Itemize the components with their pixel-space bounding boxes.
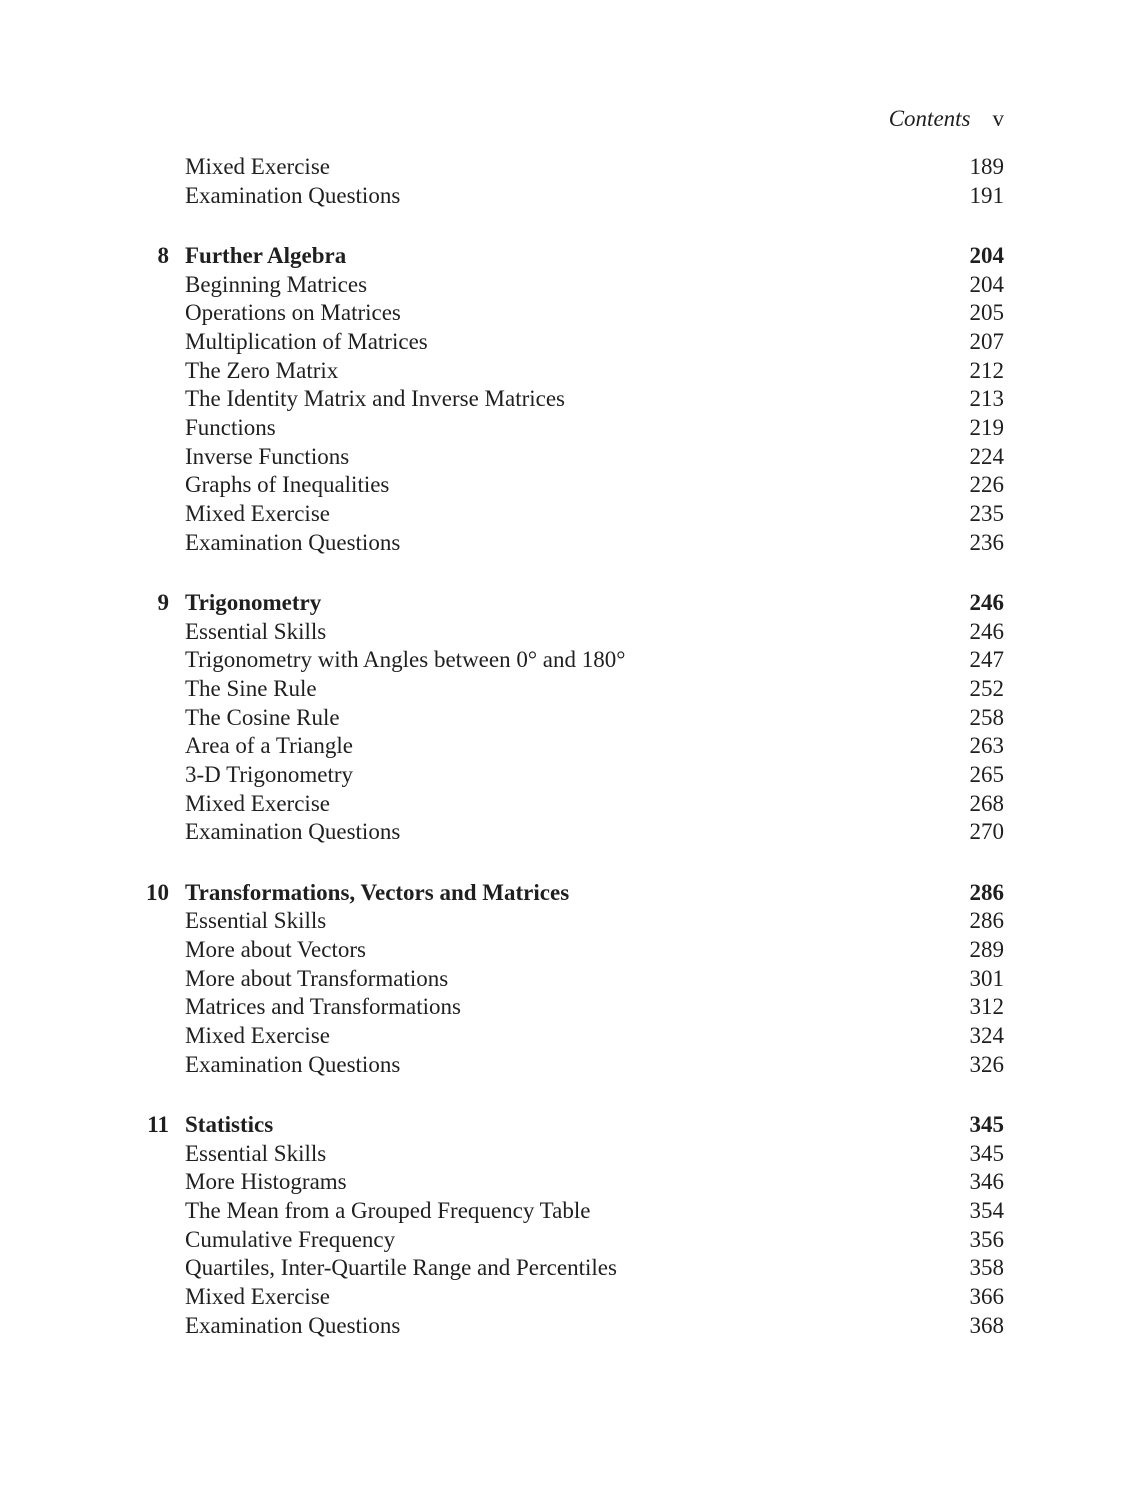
- toc-entry-page: 345: [969, 1140, 1004, 1166]
- chapter-page: 286: [969, 879, 1004, 905]
- toc-entry-page: 226: [969, 472, 1004, 498]
- toc-entry-title: Essential Skills: [185, 908, 327, 934]
- toc-entry-page: 213: [969, 386, 1004, 412]
- toc-entry: [0, 675, 1142, 704]
- chapter-heading: [0, 1111, 1142, 1140]
- chapter-title: Transformations, Vectors and Matrices: [185, 879, 570, 905]
- toc-entry-page: 356: [969, 1226, 1004, 1252]
- toc-entry-page: 212: [969, 357, 1004, 383]
- toc-entry: [0, 704, 1142, 733]
- toc-entry: [0, 1254, 1142, 1283]
- toc-entry-page: 368: [969, 1312, 1004, 1338]
- toc-entry: [0, 646, 1142, 675]
- chapter-number: 11: [147, 1111, 169, 1137]
- toc-entry-title: More about Vectors: [185, 937, 366, 962]
- toc-entry: [0, 153, 1142, 182]
- toc-entry: [0, 761, 1142, 790]
- toc-entry: [0, 1051, 1142, 1080]
- toc-entry-title: Examination Questions: [185, 529, 401, 555]
- toc-entry-title: Examination Questions: [185, 819, 401, 845]
- toc-entry: [0, 1283, 1142, 1312]
- toc-entry: [0, 936, 1142, 965]
- toc-entry-title: Mixed Exercise: [185, 154, 330, 179]
- toc-entry-title: Cumulative Frequency: [185, 1226, 396, 1252]
- chapter-heading: [0, 589, 1142, 618]
- toc-entry-page: 246: [969, 618, 1004, 644]
- toc-entry-title: Matrices and Transformations: [185, 994, 461, 1020]
- running-head-title: Contents: [888, 106, 971, 131]
- toc-entry-title: Trigonometry with Angles between 0° and 180°: [185, 647, 626, 673]
- chapter-number: 10: [146, 879, 169, 905]
- toc-entry-title: More about Transformations: [185, 965, 449, 991]
- toc-entry-title: Examination Questions: [185, 1051, 401, 1077]
- toc-entry-page: 268: [969, 790, 1004, 816]
- toc-entry-title: Mixed Exercise: [185, 501, 330, 527]
- chapter-page: 345: [969, 1111, 1004, 1137]
- toc-entry: [0, 529, 1142, 558]
- toc-entry-page: 205: [969, 300, 1004, 326]
- toc-entry-title: Area of a Triangle: [185, 733, 353, 759]
- toc-entry: [0, 1140, 1142, 1169]
- toc-entry-page: 207: [969, 328, 1004, 354]
- toc-entry-title: Examination Questions: [185, 182, 401, 208]
- chapter-number: 8: [157, 242, 169, 268]
- toc-entry: [0, 500, 1142, 529]
- toc-entry-title: Mixed Exercise: [185, 1284, 330, 1310]
- chapter-title: Further Algebra: [185, 242, 347, 268]
- toc-entry-title: Essential Skills: [185, 618, 327, 644]
- toc-entry: [0, 1168, 1142, 1197]
- toc-entry-page: 286: [969, 908, 1004, 934]
- toc-entry-page: 219: [969, 415, 1004, 440]
- toc-entry: [0, 965, 1142, 994]
- toc-entry: [0, 993, 1142, 1022]
- toc-entry-page: 301: [969, 965, 1004, 991]
- toc-entry-title: Multiplication of Matrices: [185, 328, 428, 354]
- toc-entry-title: The Zero Matrix: [185, 357, 339, 383]
- toc-entry: [0, 790, 1142, 819]
- toc-entry: [0, 299, 1142, 328]
- toc-entry: [0, 618, 1142, 647]
- toc-entry-title: Operations on Matrices: [185, 300, 401, 326]
- toc-entry-page: 247: [969, 647, 1004, 673]
- toc-entry-title: 3-D Trigonometry: [185, 762, 354, 788]
- chapter-title: Statistics: [185, 1111, 274, 1137]
- toc-entry: [0, 182, 1142, 211]
- toc-entry: [0, 1312, 1142, 1341]
- toc-entry-page: 358: [969, 1255, 1004, 1281]
- running-head-page-number: v: [992, 106, 1004, 131]
- toc-entry-page: 189: [969, 154, 1004, 179]
- chapter-page: 246: [969, 589, 1004, 615]
- toc-entry-page: 263: [969, 733, 1004, 759]
- toc-entry-title: Inverse Functions: [185, 443, 350, 469]
- chapter-heading: [0, 242, 1142, 271]
- toc-entry-page: 191: [969, 182, 1004, 208]
- toc-entry-page: 204: [969, 271, 1004, 297]
- toc-entry-title: The Sine Rule: [185, 676, 317, 701]
- toc-entry-page: 252: [969, 676, 1004, 701]
- toc-entry-title: More Histograms: [185, 1169, 347, 1195]
- toc-entry-page: 346: [969, 1169, 1004, 1195]
- chapter-heading: [0, 879, 1142, 908]
- running-head: [889, 104, 1004, 134]
- toc-entry: [0, 271, 1142, 300]
- toc-entry-page: 326: [969, 1051, 1004, 1077]
- toc-entry: [0, 907, 1142, 936]
- toc-entry: [0, 1226, 1142, 1255]
- toc-entry: [0, 328, 1142, 357]
- toc-entry-page: 258: [969, 704, 1004, 730]
- toc-entry-page: 270: [969, 819, 1004, 845]
- toc-entry: [0, 385, 1142, 414]
- toc-entry-title: Mixed Exercise: [185, 1023, 330, 1049]
- toc-entry: [0, 732, 1142, 761]
- toc-entry-title: Graphs of Inequalities: [185, 472, 390, 498]
- toc-entry-page: 236: [969, 529, 1004, 555]
- toc-entry-page: 366: [969, 1284, 1004, 1310]
- toc-entry: [0, 357, 1142, 386]
- chapter-page: 204: [969, 242, 1004, 268]
- chapter-title: Trigonometry: [185, 589, 322, 615]
- toc-entry: [0, 1022, 1142, 1051]
- toc-entry: [0, 1197, 1142, 1226]
- toc-entry-page: 265: [969, 762, 1004, 788]
- toc-entry-title: Beginning Matrices: [185, 271, 368, 297]
- toc-entry-title: Quartiles, Inter-Quartile Range and Percentiles: [185, 1255, 617, 1281]
- toc-entry-title: Essential Skills: [185, 1140, 327, 1166]
- chapter-number: 9: [157, 589, 169, 615]
- toc-entry: [0, 818, 1142, 847]
- toc-entry-page: 224: [969, 443, 1004, 469]
- toc-entry: [0, 443, 1142, 472]
- toc-entry-title: Mixed Exercise: [185, 790, 330, 816]
- toc-entry-title: Examination Questions: [185, 1312, 401, 1338]
- toc-entry: [0, 471, 1142, 500]
- toc-entry-page: 312: [969, 994, 1004, 1020]
- table-of-contents: [0, 153, 1142, 1340]
- toc-entry-title: The Identity Matrix and Inverse Matrices: [185, 386, 566, 412]
- toc-entry-page: 235: [969, 501, 1004, 527]
- toc-entry: [0, 414, 1142, 443]
- toc-entry-page: 289: [969, 937, 1004, 962]
- toc-entry-page: 324: [969, 1023, 1004, 1049]
- toc-entry-page: 354: [969, 1198, 1004, 1223]
- toc-entry-title: The Mean from a Grouped Frequency Table: [185, 1198, 591, 1223]
- toc-entry-title: The Cosine Rule: [185, 704, 340, 730]
- toc-entry-title: Functions: [185, 415, 276, 440]
